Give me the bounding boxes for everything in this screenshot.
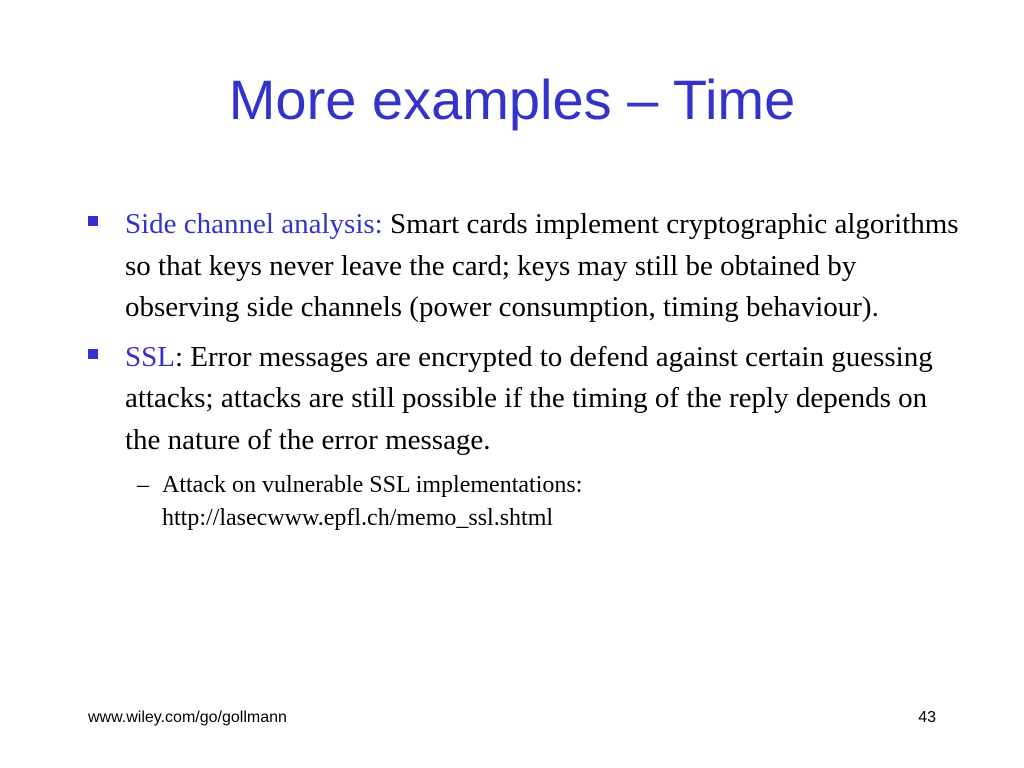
square-bullet-icon (88, 216, 98, 226)
footer-url: www.wiley.com/go/gollmann (88, 709, 287, 726)
slide-body (88, 204, 968, 535)
bullet-highlight: SSL (125, 340, 175, 373)
bullet-item-ssl (88, 337, 968, 462)
sub-bullet-text: Attack on vulnerable SSL implementations: (162, 472, 583, 498)
sub-bullet-item (137, 469, 968, 535)
bullet-text: Smart cards implement cryptographic algorithms so that keys never leave the card; keys may still be obtained by observing side channels (power consumption, timing behaviour). (125, 208, 959, 323)
bullet-text: : Error messages are encrypted to defend against certain guessing attacks; attacks are still possible if the timing of the reply depends on the nature of the error message. (125, 340, 933, 456)
dash-bullet-icon: – (137, 472, 149, 498)
bullet-item-side-channel (88, 204, 968, 329)
square-bullet-icon (88, 349, 98, 359)
bullet-highlight: Side channel analysis: (125, 208, 383, 240)
page-number: 43 (918, 709, 936, 726)
sub-bullet-link: http://lasecwww.epfl.ch/memo_ssl.shtml (162, 505, 554, 531)
slide-title: More examples – Time (228, 68, 796, 131)
